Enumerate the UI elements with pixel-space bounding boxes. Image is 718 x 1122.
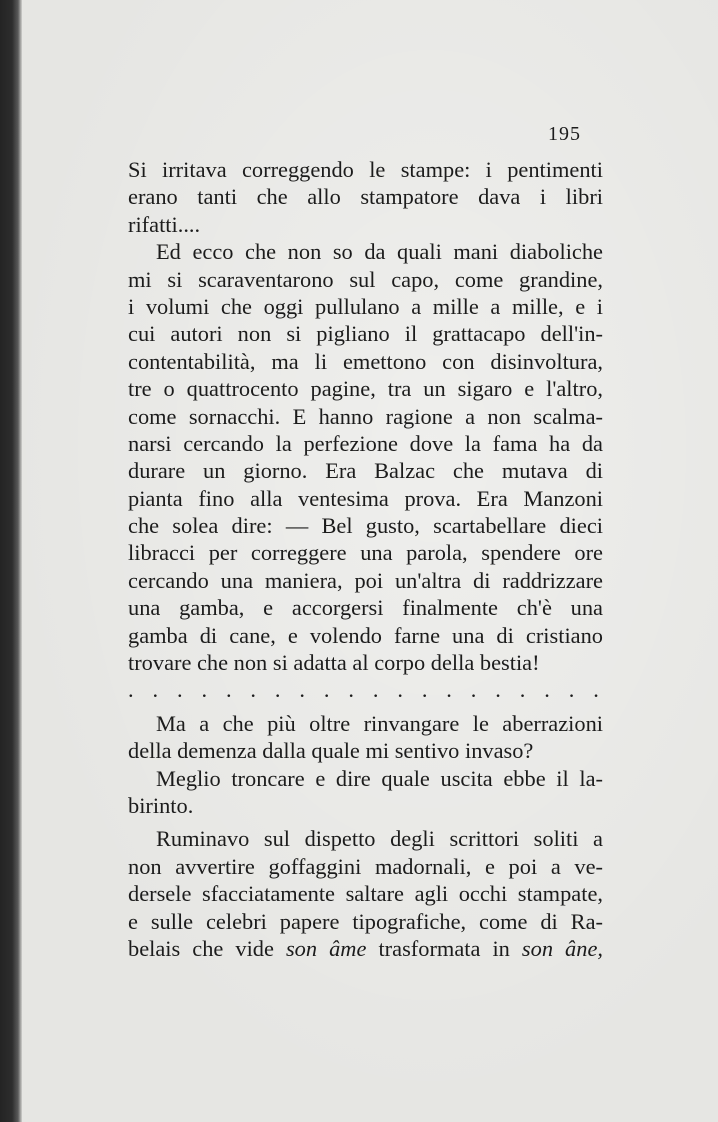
text-line: cercando una maniera, poi un'altra di raddrizzare — [128, 567, 603, 593]
separator-dot: . — [323, 677, 330, 703]
text-line: birinto. — [128, 792, 194, 818]
text-block — [128, 156, 603, 962]
paragraph-1 — [128, 156, 603, 238]
book-spine-shadow — [0, 0, 22, 1122]
separator-dot: . — [593, 677, 599, 703]
separator-dot: . — [250, 677, 257, 703]
separator-dot: . — [397, 677, 403, 703]
separator-dot: . — [470, 677, 477, 703]
text-line: cui autori non si pigliano il grattacapo dell'in- — [128, 321, 603, 347]
text-line: pianta fino alla ventesima prova. Era Manzoni — [128, 485, 603, 511]
text-line: che solea dire: — Bel gusto, scartabellare dieci — [128, 513, 603, 539]
italic-phrase: son âme — [285, 935, 367, 961]
separator-dot: . — [299, 677, 305, 703]
text-line: contentabilità, ma li emettono con disinvoltura, — [128, 348, 603, 374]
text-line: mi si scaraventarono sul capo, come grandine, — [128, 266, 603, 292]
separator-dot: . — [495, 677, 501, 703]
text-line: narsi cercando la perfezione dove la fama ha da — [128, 430, 603, 456]
section-separator — [128, 676, 603, 703]
text-line: Meglio troncare e dire quale uscita ebbe il la- — [156, 765, 603, 791]
text-line: durare un giorno. Era Balzac che mutava di — [128, 458, 603, 484]
text-line: tre o quattrocento pagine, tra un sigaro e l'altro, — [128, 376, 603, 402]
text-line: i volumi che oggi pullulano a mille a mille, e i — [128, 293, 603, 319]
text-line: dersele sfacciatamente saltare agli occhi stampate, — [128, 881, 603, 907]
text-line: non avvertire goffaggini madornali, e poi a ve- — [128, 853, 603, 879]
text-line: rifatti.... — [128, 211, 201, 237]
italic-phrase: son âne, — [521, 935, 603, 961]
separator-dot: . — [446, 677, 452, 703]
paragraph-5 — [128, 825, 603, 962]
text-line: Ed ecco che non so da quali mani diaboliche — [156, 239, 603, 265]
separator-dot: . — [519, 677, 526, 703]
text-run: trasformata in — [366, 935, 522, 961]
text-line: come sornacchi. E hanno ragione a non scalma- — [128, 403, 603, 429]
separator-dot: . — [372, 677, 379, 703]
separator-dot: . — [152, 677, 159, 703]
text-line-with-italics — [128, 935, 603, 962]
text-line: trovare che non si adatta al corpo della bestia! — [128, 650, 540, 676]
separator-dot: . — [348, 677, 354, 703]
text-line: una gamba, e accorgersi finalmente ch'è una — [128, 595, 603, 621]
page-number: 195 — [548, 123, 581, 145]
text-line: erano tanti che allo stampatore dava i libri — [128, 184, 603, 210]
separator-dot: . — [568, 677, 575, 703]
separator-dot: . — [225, 677, 232, 703]
text-line: libracci per correggere una parola, spendere ore — [128, 540, 603, 566]
separator-dot: . — [421, 677, 428, 703]
separator-dot: . — [201, 677, 208, 703]
paragraph-3 — [128, 710, 603, 765]
text-line: e sulle celebri papere tipografiche, come di Ra- — [128, 908, 603, 934]
separator-dot: . — [544, 677, 550, 703]
separator-dot: . — [274, 677, 281, 703]
text-run: belais che vide — [128, 935, 286, 961]
text-line: gamba di cane, e volendo farne una di cristiano — [128, 622, 603, 648]
separator-dot: . — [176, 677, 183, 703]
paragraph-2 — [128, 238, 603, 676]
text-line: Ma a che più oltre rinvangare le aberrazioni — [156, 710, 603, 736]
text-line: Si irritava correggendo le stampe: i pentimenti — [128, 157, 603, 182]
text-line: Ruminavo sul dispetto degli scrittori soliti a — [156, 826, 603, 852]
text-line: della demenza dalla quale mi sentivo invaso? — [128, 738, 534, 764]
paragraph-4 — [128, 765, 603, 820]
separator-dot: . — [128, 677, 134, 703]
